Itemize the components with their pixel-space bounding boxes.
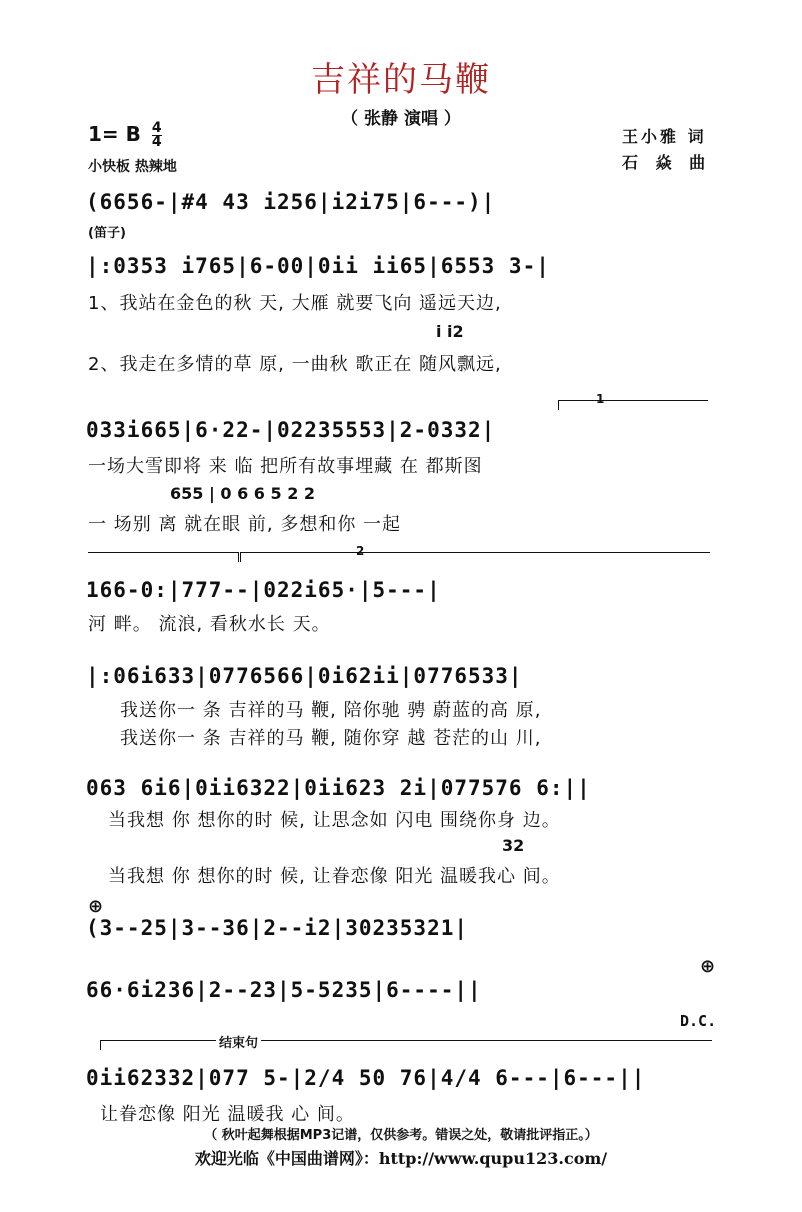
tempo-marking: 小快板 热辣地 [88,159,177,175]
volta1-continuation [88,552,238,553]
transcriber-note: （ 秋叶起舞根据MP3记谱，仅供参考。错误之处，敬请批评指正。） [204,1128,598,1143]
site-credit: 欢迎光临《中国曲谱网》：http://www.qupu123.com/ [194,1149,608,1168]
volta2-bracket [240,552,710,553]
composer-credit: 石 焱 曲 [622,153,712,172]
time-signature-bottom: 4 [151,134,162,150]
volta2-tick [240,552,241,562]
music-row-4: 166-0:|777--|022i65·|5---| [86,578,441,602]
chorus-line1b: 我送你一 条 吉祥的马 鞭, 随你穿 越 苍茫的山 川, [120,728,542,749]
music-row-8: 66·6i236|2--23|5-5235|6----|| [86,978,482,1002]
flute-label: (笛子) [88,226,126,241]
coda-bracket [100,1040,712,1041]
volta1-tick [558,400,559,410]
song-title: 吉祥的马鞭 [311,60,491,100]
verse2-line2: 一 场别 离 就在眼 前, 多想和你 一起 [88,514,402,535]
music-row-9: 0ii62332|077 5-|2/4 50 76|4/4 6---|6---|| [86,1066,646,1090]
chorus-line2b: 当我想 你 想你的时 候, 让眷恋像 阳光 温暖我心 间。 [108,866,561,887]
volta1-end-tick [238,552,239,562]
dc-marking: D.C. [680,1012,717,1030]
volta1-bracket [558,400,708,401]
segno-coda-icon: ⊕ [88,896,104,917]
verse1-line1: 1、我站在金色的秋 天, 大雁 就要飞向 遥远天边, [88,293,502,314]
coda-tick [100,1040,101,1050]
coda-label: 结束句 [216,1032,261,1051]
volta2-number: 2 [356,544,365,558]
chorus-line1a: 我送你一 条 吉祥的马 鞭, 陪你驰 骋 蔚蓝的高 原, [120,700,542,721]
ending-lyric: 让眷恋像 阳光 温暖我 心 间。 [100,1104,355,1125]
music-row-1: (6656-|#4 43 i256|i2i75|6---)| [86,190,496,214]
chorus-line2a: 当我想 你 想你的时 候, 让思念如 闪电 围绕你身 边。 [108,810,561,831]
lyricist-credit: 王小雅 词 [622,127,707,146]
music-row-5: |:06i633|0776566|0i62ii|0776533| [86,664,523,688]
singer-subtitle: （ 张静 演唱 ） [341,109,461,129]
verse2-line1: 2、我走在多情的草 原, 一曲秋 歌正在 随风飘远, [88,354,502,375]
coda-icon: ⊕ [700,956,716,977]
music-row-6: 063 6i6|0ii6322|0ii623 2i|077576 6:|| [86,776,591,800]
music-row-2: |:0353 i765|6-00|0ii ii65|6553 3-| [86,254,550,278]
verse-line3: 河 畔。 流浪, 看秋水长 天。 [88,614,331,635]
alt-notes-3: 32 [502,836,525,855]
time-signature-top: 4 [151,120,162,136]
verse1-line2: 一场大雪即将 来 临 把所有故事埋藏 在 都斯图 [88,456,483,477]
music-row-7: (3--25|3--36|2--i2|30235321| [86,916,469,940]
volta1-number: 1 [596,392,605,406]
alt-notes-2: 655 | 0 6 6 5 2 2 [170,484,316,503]
alt-notes-1: i i2 [436,322,464,341]
key-signature: 1= B $\frac{4}{4}$ [88,120,162,150]
music-row-3: 033i665|6·22-|02235553|2-0332| [86,418,496,442]
